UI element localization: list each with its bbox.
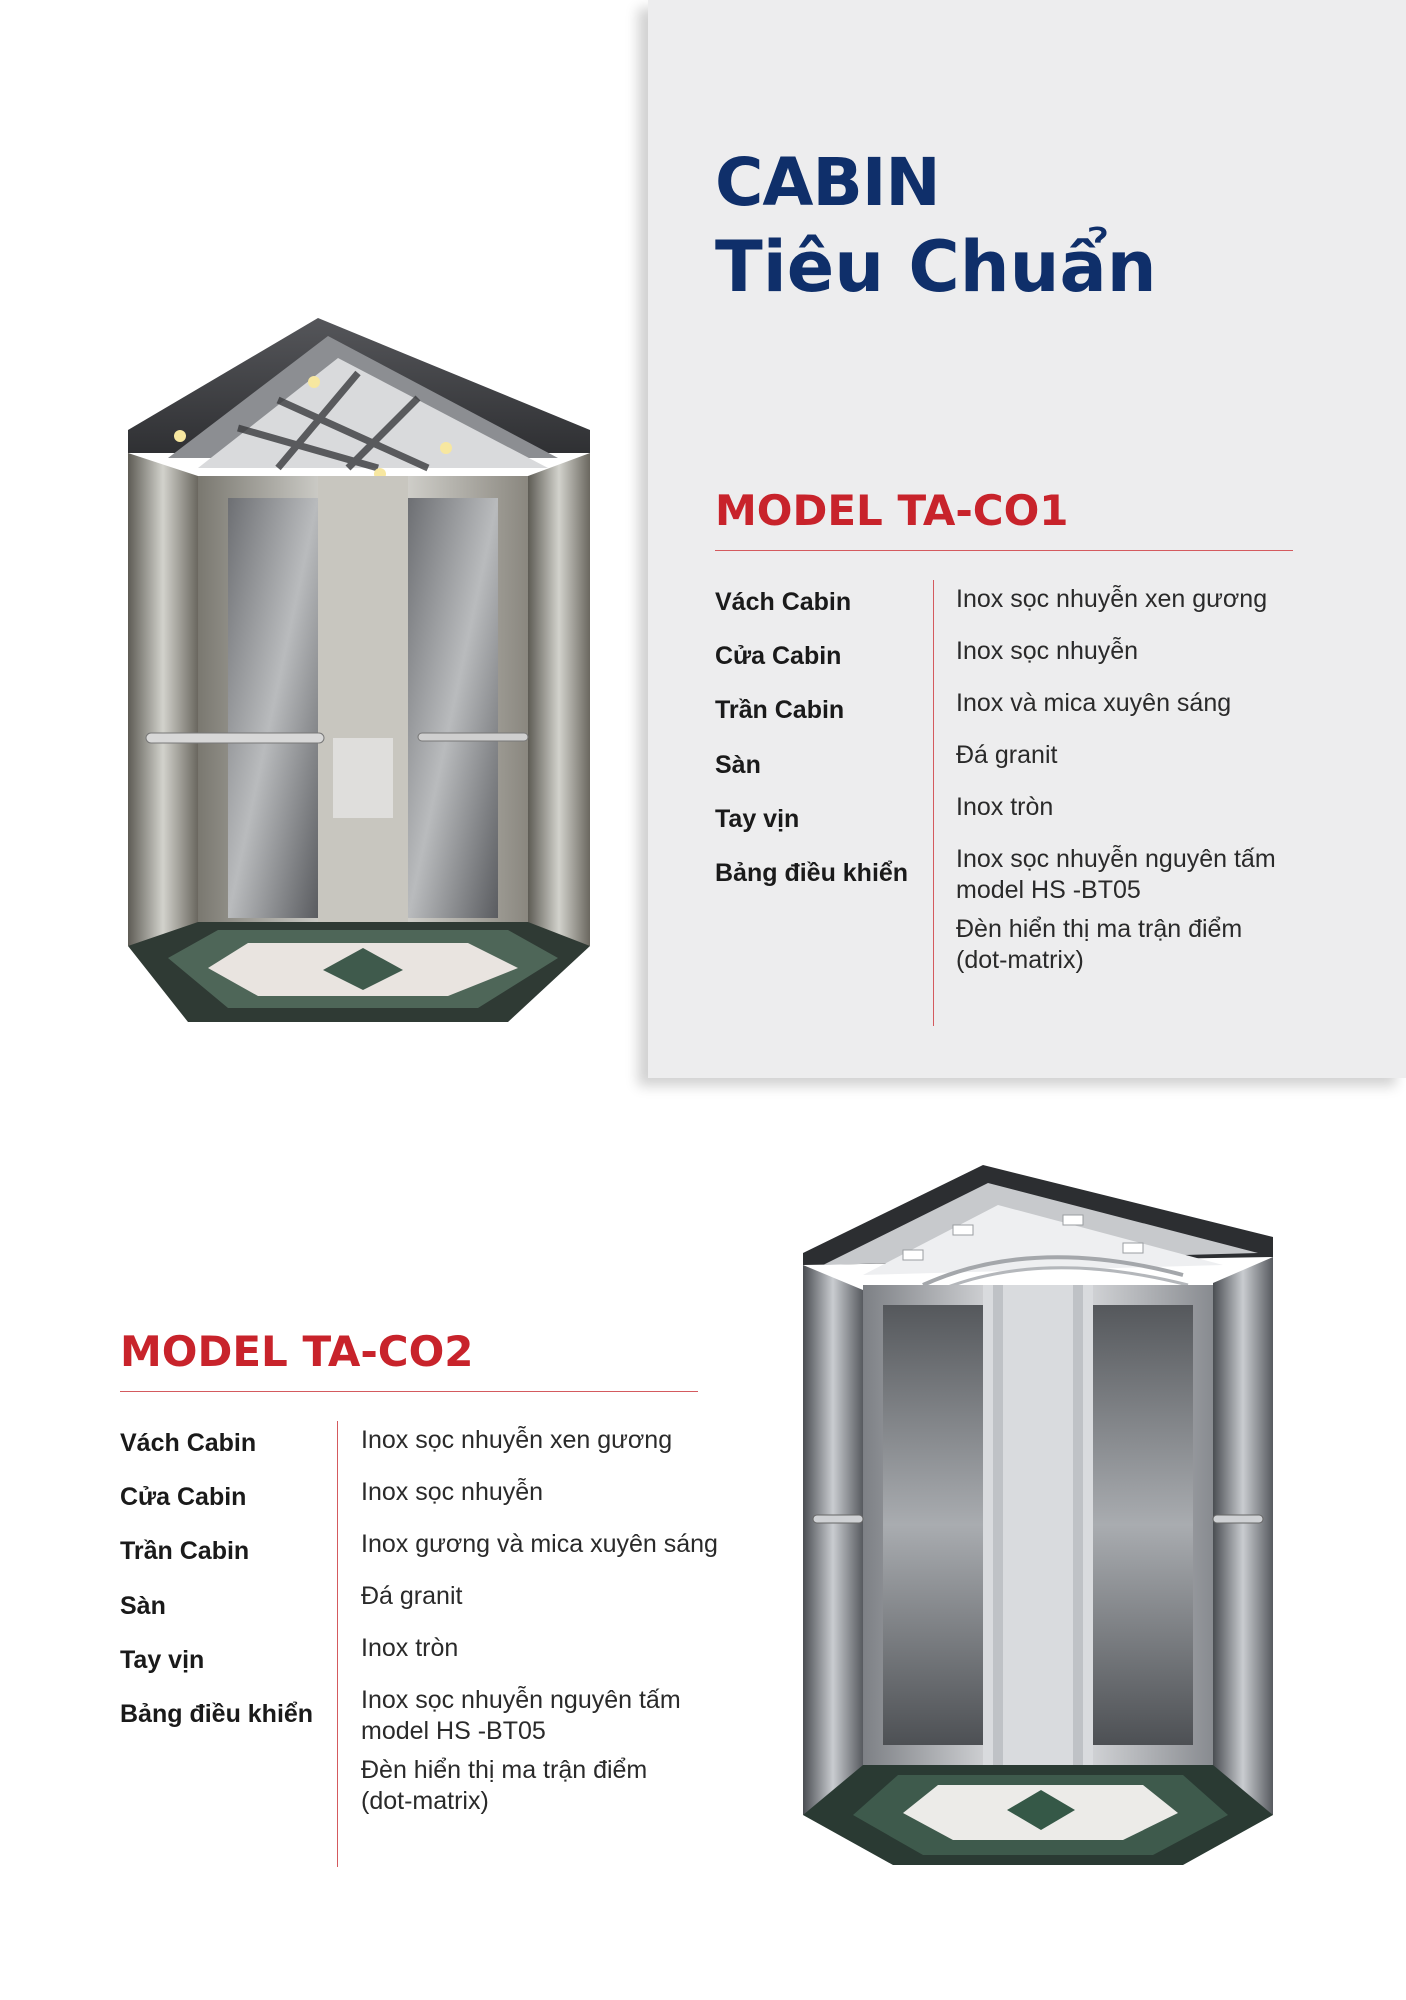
- spec-label-bang-dieu-khien: Bảng điều khiển: [120, 1700, 314, 1728]
- spec-value-line: Đèn hiển thị ma trận điểm: [956, 915, 1243, 943]
- spec-label-vach-cabin: Vách Cabin: [715, 588, 852, 616]
- page-title: CABIN: [715, 144, 940, 221]
- model-title: MODEL TA-CO2: [120, 1327, 474, 1376]
- spec-value-line: model HS -BT05: [956, 876, 1141, 904]
- spec-label-tay-vin: Tay vịn: [120, 1646, 205, 1674]
- spec-value-bang-dieu-khien: [361, 1685, 681, 1817]
- page-subtitle: Tiêu Chuẩn: [715, 226, 1157, 308]
- cabin-ta-co1-image: [128, 318, 590, 1022]
- spec-value-vach-cabin: Inox sọc nhuyễn xen gương: [361, 1426, 673, 1454]
- spec-value-tran-cabin: Inox gương và mica xuyên sáng: [361, 1530, 718, 1558]
- spec-label-bang-dieu-khien: Bảng điều khiển: [715, 859, 909, 887]
- spec-value-line: Inox sọc nhuyễn nguyên tấm: [956, 845, 1276, 873]
- spec-column-divider: [933, 580, 934, 1026]
- spec-label-vach-cabin: Vách Cabin: [120, 1429, 257, 1457]
- spec-label-cua-cabin: Cửa Cabin: [120, 1483, 247, 1511]
- spec-label-san: Sàn: [715, 751, 761, 779]
- spec-value-tay-vin: Inox tròn: [361, 1634, 459, 1662]
- spec-value-line: (dot-matrix): [361, 1787, 489, 1815]
- spec-value-cua-cabin: Inox sọc nhuyễn: [956, 637, 1139, 665]
- model-divider: [120, 1391, 698, 1392]
- model-title: MODEL TA-CO1: [715, 486, 1069, 535]
- spec-value-san: Đá granit: [956, 741, 1058, 769]
- spec-label-tay-vin: Tay vịn: [715, 805, 800, 833]
- spec-label-cua-cabin: Cửa Cabin: [715, 642, 842, 670]
- spec-label-tran-cabin: Trần Cabin: [715, 696, 845, 724]
- spec-value-line: model HS -BT05: [361, 1717, 546, 1745]
- spec-column-divider: [337, 1421, 338, 1867]
- spec-label-tran-cabin: Trần Cabin: [120, 1537, 250, 1565]
- spec-value-tran-cabin: Inox và mica xuyên sáng: [956, 689, 1232, 717]
- spec-value-line: Inox sọc nhuyễn nguyên tấm: [361, 1686, 681, 1714]
- spec-value-line: (dot-matrix): [956, 946, 1084, 974]
- spec-label-san: Sàn: [120, 1592, 166, 1620]
- model-divider: [715, 550, 1293, 551]
- cabin-ta-co2-image: [803, 1165, 1273, 1865]
- spec-value-san: Đá granit: [361, 1582, 463, 1610]
- spec-value-line: Đèn hiển thị ma trận điểm: [361, 1756, 648, 1784]
- spec-value-tay-vin: Inox tròn: [956, 793, 1054, 821]
- spec-value-cua-cabin: Inox sọc nhuyễn: [361, 1478, 544, 1506]
- spec-value-vach-cabin: Inox sọc nhuyễn xen gương: [956, 585, 1268, 613]
- spec-value-bang-dieu-khien: [956, 844, 1276, 976]
